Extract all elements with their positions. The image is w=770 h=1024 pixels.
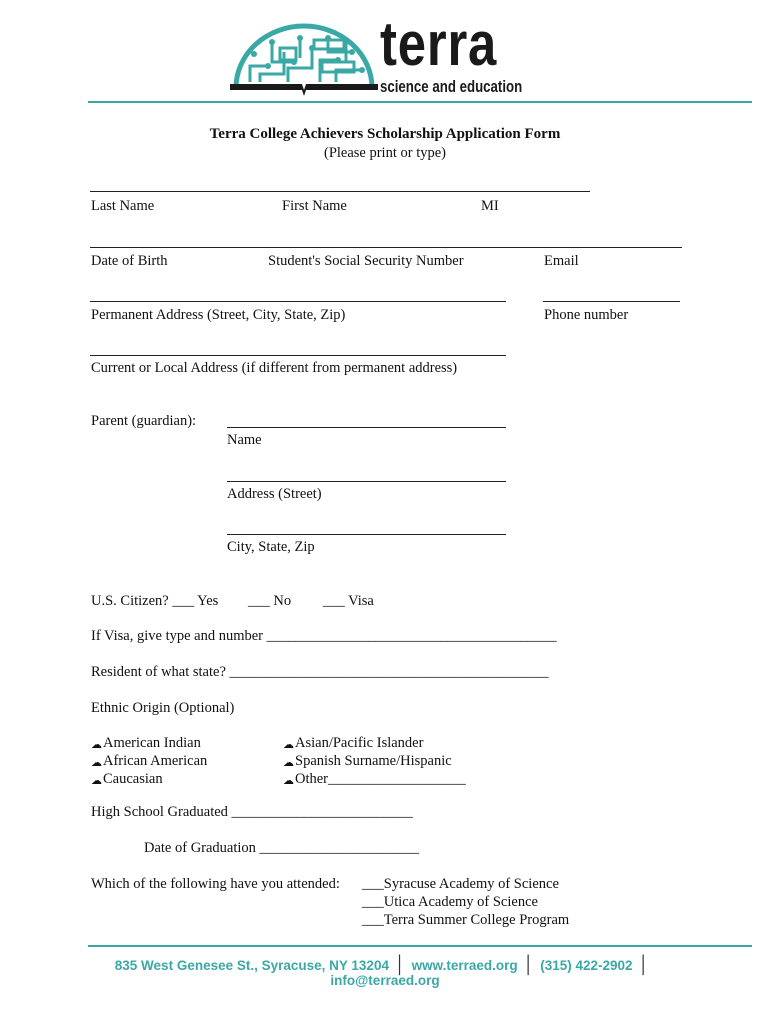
ethnic-option-hispanic[interactable]: ☁Spanish Surname/Hispanic [283, 753, 452, 769]
footer-website[interactable]: www.terraed.org [411, 958, 518, 973]
permanent-address-field-line[interactable] [90, 301, 506, 302]
permanent-address-label: Permanent Address (Street, City, State, Zip) [91, 307, 346, 323]
resident-state-field[interactable]: Resident of what state? ____________________________________________ [91, 664, 549, 680]
parent-street-field-line[interactable] [227, 481, 506, 482]
checkbox-icon: ☁ [91, 775, 102, 787]
dob-label: Date of Birth [91, 253, 168, 269]
attended-option-summer-program[interactable]: ___Terra Summer College Program [362, 912, 570, 928]
footer-contact-line: 835 West Genesee St., Syracuse, NY 13204 │ www.terraed.org │ (315) 422-2902 │ [114, 955, 650, 974]
parent-city-label: City, State, Zip [227, 539, 315, 555]
checkbox-icon: ☁ [91, 757, 102, 769]
form-subtitle: (Please print or type) [323, 145, 446, 161]
last-name-label: Last Name [91, 198, 155, 214]
ssn-label: Student's Social Security Number [268, 253, 464, 269]
checkbox-icon: ☁ [91, 739, 102, 751]
name-field-line[interactable] [90, 191, 590, 192]
high-school-field[interactable]: High School Graduated _________________________ [91, 804, 413, 820]
footer-email[interactable]: info@terraed.org [330, 973, 440, 988]
citizen-no-option[interactable]: ___ No [248, 593, 292, 609]
checkbox-icon: ☁ [283, 775, 294, 787]
mi-label: MI [481, 198, 499, 214]
form-title: Terra College Achievers Scholarship Application Form [209, 126, 561, 142]
checkbox-icon: ☁ [283, 757, 294, 769]
ethnic-option-african-american[interactable]: ☁African American [91, 753, 208, 769]
visa-type-field[interactable]: If Visa, give type and number ________________________________________ [91, 628, 557, 644]
parent-name-field-line[interactable] [227, 427, 506, 428]
phone-field-line[interactable] [543, 301, 680, 302]
attended-option-utica[interactable]: ___Utica Academy of Science [362, 894, 538, 910]
brand-tagline: science and education [380, 77, 523, 96]
checkbox-icon: ☁ [283, 739, 294, 751]
header-divider [88, 101, 752, 103]
parent-city-field-line[interactable] [227, 534, 506, 535]
circuit-book-icon [228, 18, 380, 98]
footer-phone: (315) 422-2902 [540, 958, 633, 973]
ethnic-option-american-indian[interactable]: ☁American Indian [91, 735, 201, 751]
footer-address: 835 West Genesee St., Syracuse, NY 13204 [114, 958, 389, 973]
ethnic-option-caucasian[interactable]: ☁Caucasian [91, 771, 163, 787]
current-address-field-line[interactable] [90, 355, 506, 356]
parent-street-label: Address (Street) [227, 486, 322, 502]
citizen-visa-option[interactable]: ___ Visa [323, 593, 374, 609]
citizen-yes-option[interactable]: U.S. Citizen? ___ Yes [91, 593, 219, 609]
brand-wordmark: terra [380, 10, 498, 79]
phone-label: Phone number [544, 307, 629, 323]
attended-option-syracuse[interactable]: ___Syracuse Academy of Science [362, 876, 559, 892]
parent-name-label: Name [227, 432, 262, 448]
email-label: Email [544, 253, 579, 269]
parent-label: Parent (guardian): [91, 413, 197, 429]
ethnic-option-other[interactable]: ☁Other___________________ [283, 771, 466, 787]
attended-question: Which of the following have you attended: [91, 876, 340, 892]
ethnic-option-asian-pacific[interactable]: ☁Asian/Pacific Islander [283, 735, 424, 751]
dob-ssn-email-field-line[interactable] [90, 247, 682, 248]
first-name-label: First Name [282, 198, 347, 214]
current-address-label: Current or Local Address (if different from permanent address) [91, 360, 458, 376]
footer-divider [88, 945, 752, 947]
graduation-date-field[interactable]: Date of Graduation ______________________ [144, 840, 420, 856]
ethnic-origin-heading: Ethnic Origin (Optional) [91, 700, 235, 716]
